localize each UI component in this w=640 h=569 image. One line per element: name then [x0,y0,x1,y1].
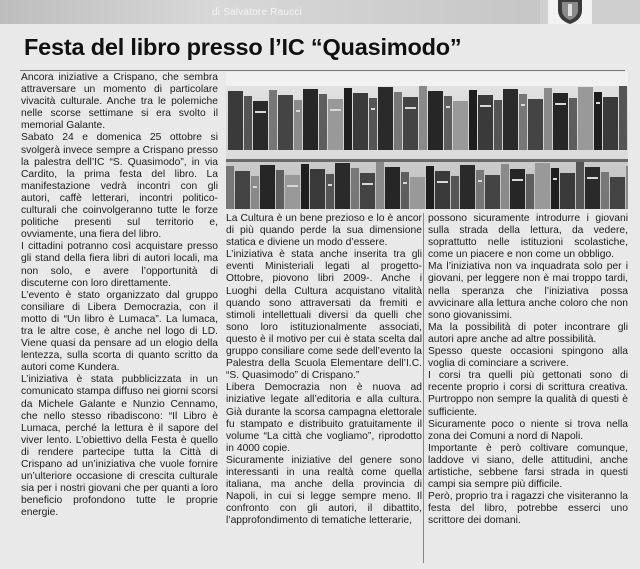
paragraph: I corsi tra quelli più gettonati sono di recente proprio i corsi di scrittura creativa. Purtroppo non sempre la qualità di questi è sufficiente. [428,370,628,418]
paragraph: I cittadini potranno così acquistare presso gli stand della fiera libri di autori locali, ma non solo, e avere l’opportunità di discuterne con loro direttamente. [21,241,218,289]
paragraph: L’evento è stato organizzato dal gruppo consiliare di Libera Democrazia, con il motto di “Un libro è Lumaca”. La lumaca, tra le altre cose, è anche nel logo di LD. Viene quasi da pensare ad un elogio della lentezza, sulla scorta di quanto scritto da autori come Kundera. [21,289,218,374]
article-title: Festa del libro presso l’IC “Quasimodo” [24,34,462,60]
bookshelf-photo [226,72,628,209]
paragraph: Sabato 24 e domenica 25 ottobre si svolgerà invece sempre a Crispano presso la palestra dell’IC “S. Quasimodo”, in via Cardito, la prima festa del libro. La manifestazione vedrà incontri con gli autori, caffè letterari, incontri politico-culturali che coinvolgeranno tutte le forze politiche presenti sul territorio e, ovviamente, una fiera del libro. [21,132,218,241]
paragraph: Importante è però coltivare comunque, laddove vi siano, delle attitudini, anche artistiche, sebbene farsi strada in questi campi sia sempre più difficile. [428,442,628,491]
column-divider [423,213,424,563]
header-bar [0,0,640,24]
paragraph: L’iniziativa è stata pubblicizzata in un comunicato stampa diffuso nei giorni scorsi da Michele Galante e Nunzio Cennamo, che nello stesso ribadiscono: “Il Libro è Lumaca, perché la lettura è il sapore del viver lento. L’obiettivo della Festa è quello di rendere partecipe tutta la Città di Crispano ad un’iniziativa che vuole fornire un’ulteriore occasione di crescita culturale sia per i nostri giovani che per quanti a loro beneficio profondono tutte le proprie energie. [21,374,218,519]
title-rule [20,70,625,71]
paragraph: Sicuramente iniziative del genere sono interessanti in una realtà come quella italiana, ma anche della provincia di Napoli, in cui si legge sempre meno. Il confronto con gli autori, il dibattito, l’approfondimento di tematiche letterarie, [226,454,422,527]
paragraph: Libera Democrazia non è nuova ad iniziative legate all’editoria e alla cultura. Già durante la scorsa campagna elettorale fu stampato e distribuito gratuitamente il volume “La città che vogliamo”, riprodotto in 4000 copie. [226,382,422,454]
paragraph: Spesso queste occasioni spingono alla voglia di cominciare a scrivere. [428,346,628,370]
article-column-1 [21,72,218,519]
paragraph: L’iniziativa è stata anche inserita tra gli eventi Ministeriali legati al progetto-Ottobre, piovono libri 2009-. Anche i Luoghi della Cultura acquistano vitalità quando sono attraversati da fremiti e stimoli intellettuali diversi da quelli che sono loro istituzionalmente associati, questo è il motivo per cui è stata scelta dal gruppo consiliare come sede dell’evento la Palestra della Scuola Elementare dell’I.C. “S. Quasimodo” di Crispano.” [226,249,422,382]
byline: di Salvatore Raucci [212,7,302,18]
paragraph: Sicuramente poco o niente si trova nella zona dei Comuni a nord di Napoli. [428,418,628,442]
paragraph: Ancora iniziative a Crispano, che sembra attraversare un momento di particolare vivacità culturale. Anche tra le polemiche nelle scorse settimane si era svolto il memorial Galante. [21,72,218,132]
paragraph: Però, proprio tra i ragazzi che visiteranno la festa del libro, potrebbe esserci uno scrittore dei domani. [428,491,628,527]
paragraph: Ma l’iniziativa non va inquadrata solo per i giovani, per leggere non è mai troppo tardi, nella speranza che l’iniziativa possa avvicinare alla lettura anche coloro che non sono giovanissimi. [428,261,628,321]
article-column-2 [226,213,422,527]
paragraph: Ma la possibilità di poter incontrare gli autori apre anche ad altre possibilità. [428,321,628,345]
crest-icon [548,0,592,24]
paragraph: La Cultura è un bene prezioso e lo è ancor di più quando perde la sua dimensione statica e diviene un modo d’essere. [226,213,422,249]
article-column-3 [428,213,628,527]
paragraph: possono sicuramente introdurre i giovani sulla strada della lettura, da vedere, soprattutto nelle istituzioni scolastiche, come un piacere e non come un obbligo. [428,213,628,261]
